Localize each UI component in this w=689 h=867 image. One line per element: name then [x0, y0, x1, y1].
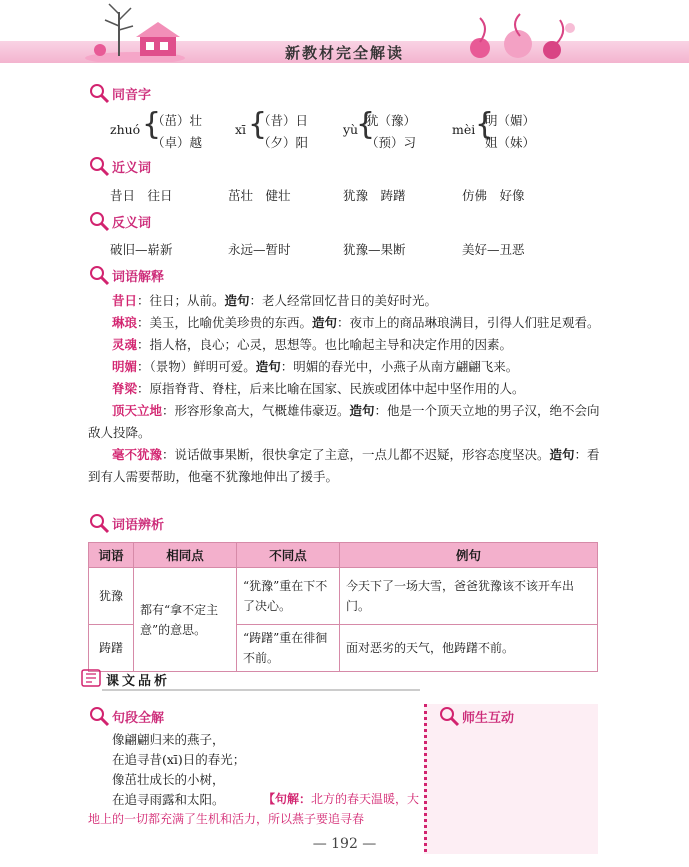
homophone-b: （夕）阳 [258, 135, 309, 150]
pinyin: mèi [452, 122, 476, 137]
lesson-title: 课文品析 [106, 674, 171, 689]
definition: ：（景物）鲜明可爱。 [137, 359, 256, 374]
word-cell: 犹豫 [89, 568, 134, 625]
brace: { [475, 107, 495, 142]
diff-cell: “犹豫”重在下不了决心。 [237, 568, 340, 625]
explanation-entry [88, 312, 608, 334]
antonym-pair: 美好—丑恶 [462, 242, 525, 257]
synonym-pair: 犹豫 踌躇 [343, 188, 406, 203]
explanation-entry [88, 290, 608, 312]
header-title: 新教材完全解读 [284, 44, 404, 62]
note-second-line: 地上的一切都充满了生机和活力，所以燕子要追寻春 [88, 812, 365, 826]
homophone-a: 明（媚） [485, 113, 536, 128]
table-row [89, 568, 598, 625]
section-title: 同音字 [112, 87, 152, 103]
example-cell: 面对恶劣的天气，他踌躇不前。 [340, 625, 598, 672]
section-title: 句段全解 [112, 710, 165, 726]
page-number: — 192 — [312, 836, 377, 852]
example-sentence: ：明媚的春光中，小燕子从南方翩翩飞来。 [280, 359, 519, 374]
section-explanations [88, 264, 164, 286]
magnifier-icon [88, 705, 110, 727]
pinyin: yù [343, 122, 359, 137]
synonym-pair: 昔日 往日 [110, 188, 173, 203]
dotted-divider [424, 704, 433, 852]
explanation-list [88, 290, 608, 488]
example-sentence: ：夜市上的商品琳琅满目，引得人们驻足观看。 [337, 315, 600, 330]
pinyin: xī [235, 122, 247, 137]
magnifier-icon [88, 82, 110, 104]
passage-line: 在追寻雨露和太阳。 [112, 792, 225, 807]
example-label: 造句 [312, 315, 338, 330]
brace: { [142, 107, 162, 142]
term: 明媚 [112, 359, 138, 374]
section-title: 近义词 [112, 160, 152, 176]
homophone-a: 犹（豫） [366, 113, 417, 128]
section-title: 反义词 [112, 215, 152, 231]
magnifier-icon [88, 210, 110, 232]
section-antonyms [88, 210, 151, 232]
diff-cell: “踌躇”重在徘徊不前。 [237, 625, 340, 672]
lesson-analysis-banner [80, 666, 420, 692]
definition: ：原指脊背、脊柱，后来比喻在国家、民族或团体中起中坚作用的人。 [137, 381, 525, 396]
section-synonyms [88, 155, 151, 177]
example-cell: 今天下了一场大雪，爸爸犹豫该不该开车出门。 [340, 568, 598, 625]
page-header [0, 0, 689, 72]
homophone-a: （昔）日 [258, 113, 309, 128]
antonym-pair: 破旧—崭新 [110, 242, 173, 257]
passage-line: 像翩翩归来的燕子， [112, 732, 225, 747]
note-text: 北方的春天温暖，大 [311, 792, 420, 806]
section-title: 词语解释 [112, 269, 165, 285]
term: 毫不犹豫 [112, 447, 163, 462]
magnifier-icon [438, 705, 460, 727]
synonym-pair: 仿佛 好像 [462, 188, 525, 203]
definition: ：形容形象高大，气概雄伟豪迈。 [162, 403, 350, 418]
column-header: 不同点 [237, 543, 340, 568]
pinyin: zhuó [110, 122, 141, 137]
column-header: 相同点 [134, 543, 237, 568]
example-sentence: ：他是一个顶天立地的男子汉，绝不会向敌人投降。 [88, 403, 600, 440]
magnifier-icon [88, 512, 110, 534]
term: 脊梁 [112, 381, 138, 396]
note-first-line [263, 790, 419, 807]
term: 灵魂 [112, 337, 138, 352]
example-label: 造句 [549, 447, 575, 462]
antonym-pair: 犹豫—果断 [343, 242, 406, 257]
column-header: 词语 [89, 543, 134, 568]
explanation-entry [88, 444, 608, 488]
homophone-b: （卓）越 [152, 135, 203, 150]
brace: { [248, 107, 268, 142]
passage-lines [112, 730, 245, 810]
section-interaction [438, 705, 514, 727]
passage-line: 在追寻昔(xī)日的春光； [112, 752, 246, 767]
synonym-pair: 茁壮 健壮 [228, 188, 291, 203]
section-homophones [88, 82, 151, 104]
definition: ：说话做事果断，很快拿定了主意，一点儿都不迟疑，形容态度坚决。 [162, 447, 550, 462]
note-label: 【句解： [263, 792, 312, 806]
term: 琳琅 [112, 315, 138, 330]
definition: ：美玉，比喻优美珍贵的东西。 [137, 315, 313, 330]
example-label: 造句 [224, 293, 250, 308]
homophone-b: （预）习 [366, 135, 417, 150]
same-cell: 都有“拿不定主意”的意思。 [134, 568, 237, 672]
brace: { [356, 107, 376, 142]
section-title: 师生互动 [462, 710, 515, 726]
column-header: 例句 [340, 543, 598, 568]
explanation-entry [88, 334, 608, 356]
magnifier-icon [88, 264, 110, 286]
explanation-entry [88, 400, 608, 444]
passage-line: 像茁壮成长的小树， [112, 772, 225, 787]
definition: ：指人格，良心；心灵，思想等。也比喻起主导和决定作用的因素。 [137, 337, 513, 352]
antonym-pair: 永远—暂时 [228, 242, 291, 257]
term: 昔日 [112, 293, 138, 308]
example-sentence: ：看到有人需要帮助，他毫不犹豫地伸出了援手。 [88, 447, 600, 484]
example-label: 造句 [349, 403, 375, 418]
magnifier-icon [88, 155, 110, 177]
homophone-b: 姐（妹） [485, 135, 536, 150]
table-header-row [89, 543, 598, 568]
definition: ：往日；从前。 [137, 293, 225, 308]
term: 顶天立地 [112, 403, 163, 418]
explanation-entry [88, 378, 608, 400]
explanation-entry [88, 356, 608, 378]
section-title: 词语辨析 [112, 517, 165, 533]
analysis-table [88, 542, 598, 672]
word-cell: 踌躇 [89, 625, 134, 672]
example-sentence: ：老人经常回忆昔日的美好时光。 [249, 293, 438, 308]
section-passage [88, 705, 164, 727]
section-word-analysis [88, 512, 164, 534]
homophone-a: （茁）壮 [152, 113, 203, 128]
example-label: 造句 [255, 359, 281, 374]
